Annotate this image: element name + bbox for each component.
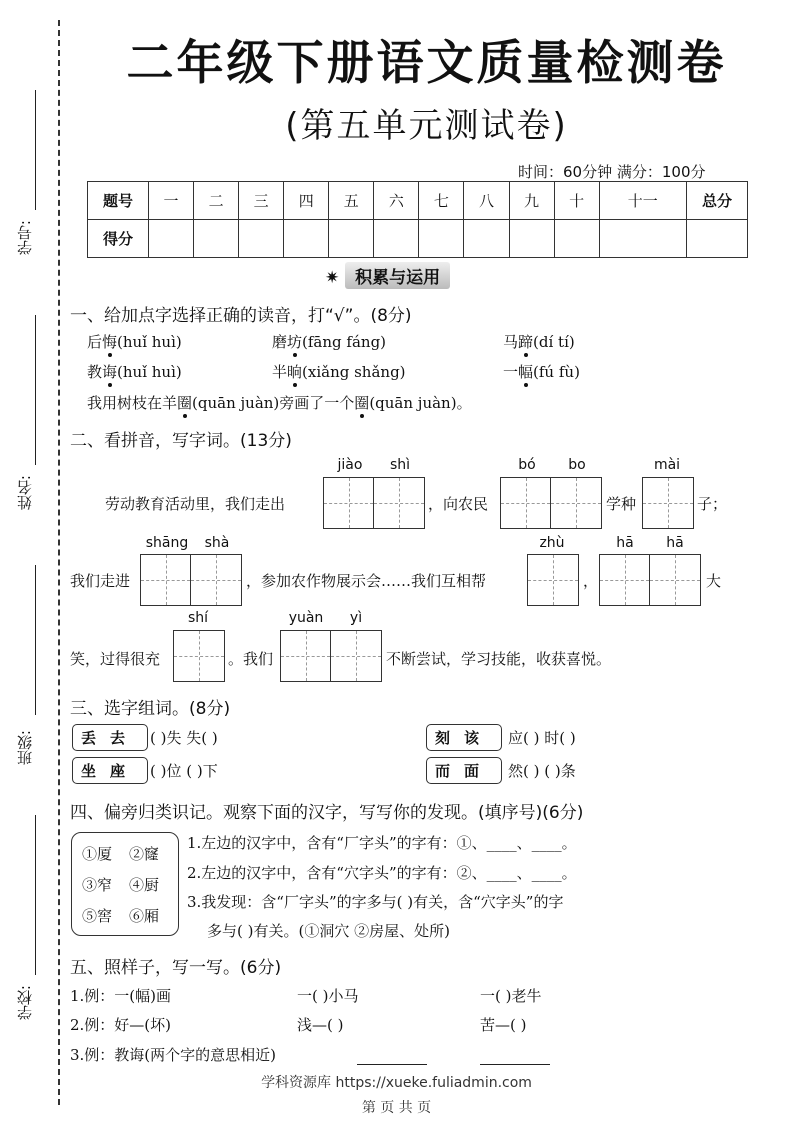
q5-blank[interactable]: 苦—( ) — [480, 1016, 527, 1034]
sun-icon: ✷ — [325, 268, 340, 288]
q1-sentence: 我用树枝在羊圈(quān juàn)旁画了一个圈(quān juàn)。 — [87, 394, 472, 412]
score-table — [87, 181, 748, 258]
binding-dashed-line — [58, 20, 60, 1105]
pinyin: yuàn — [288, 610, 324, 626]
pinyin: shāng — [145, 535, 189, 551]
pinyin: mài — [653, 457, 681, 473]
score-cell[interactable] — [149, 220, 194, 258]
q5-example: 1.例：一(幅)画 — [70, 987, 172, 1005]
time-info: 时间：60分钟 满分：100分 — [518, 163, 706, 181]
char-item: ⑥厢 — [129, 907, 160, 925]
char-item: ③窄 — [82, 876, 113, 894]
score-cell[interactable] — [419, 220, 464, 258]
score-header-cell: 题号 — [88, 182, 149, 220]
score-header-cell: 二 — [194, 182, 239, 220]
name-label: 姓名: — [16, 475, 34, 511]
q1-item: 半晌(xiǎng shǎng) — [272, 363, 406, 381]
q2-text: ， — [583, 572, 599, 590]
answer-underline[interactable] — [357, 1064, 427, 1065]
score-cell[interactable] — [194, 220, 239, 258]
pinyin: shí — [187, 610, 209, 626]
section-banner-text: 积累与运用 — [345, 262, 450, 289]
pinyin: bó — [518, 457, 536, 473]
score-cell[interactable] — [239, 220, 284, 258]
score-header-cell: 六 — [374, 182, 419, 220]
pinyin: shì — [389, 457, 411, 473]
q1-item: 教诲(huǐ huì) — [87, 363, 182, 381]
char-item: ②窿 — [129, 845, 160, 863]
q2-text: 不断尝试，学习技能，收获喜悦。 — [386, 650, 612, 668]
q4-line: 2.左边的汉字中，含有“穴字头”的字有：②、____、____。 — [187, 864, 577, 882]
char-item: ④厨 — [129, 876, 160, 894]
q5-example: 3.例：教诲(两个字的意思相近) — [70, 1046, 277, 1064]
class-line — [35, 565, 36, 715]
score-row-label: 得分 — [88, 220, 149, 258]
score-cell[interactable] — [464, 220, 509, 258]
q5-blank[interactable]: 一( )小马 — [297, 987, 359, 1005]
char-item: ①厦 — [82, 845, 113, 863]
q4-title: 四、偏旁归类识记。观察下面的汉字，写写你的发现。(填序号)(6分) — [70, 803, 584, 823]
q2-text: 子； — [697, 495, 728, 513]
name-line — [35, 315, 36, 465]
q1-item: 一幅(fú fù) — [503, 363, 580, 381]
q2-text: ，向农民 — [428, 495, 489, 513]
page-number: 第 页 共 页 — [361, 1100, 432, 1116]
writing-grid[interactable] — [140, 554, 242, 606]
page-subtitle: (第五单元测试卷) — [285, 106, 568, 146]
score-cell[interactable] — [687, 220, 748, 258]
q1-item: 后悔(huǐ huì) — [87, 333, 182, 351]
writing-grid[interactable] — [500, 477, 602, 529]
q3-line: ( )位 ( )下 — [150, 762, 218, 780]
score-cell[interactable] — [374, 220, 419, 258]
score-header-row — [88, 182, 748, 220]
char-tag: 坐座 — [72, 757, 148, 784]
pinyin: yì — [349, 610, 363, 626]
writing-grid[interactable] — [527, 554, 579, 606]
q1-item: 马蹄(dí tí) — [503, 333, 575, 351]
char-box — [71, 832, 179, 936]
section-banner — [325, 262, 450, 289]
writing-grid[interactable] — [599, 554, 701, 606]
student-id-line — [35, 90, 36, 210]
q2-text: 大 — [706, 572, 722, 590]
source-watermark: 学科资源库 https://xueke.fuliadmin.com — [261, 1075, 532, 1091]
q1-item: 磨坊(fāng fáng) — [272, 333, 387, 351]
class-label: 班级: — [16, 730, 34, 766]
q4-line: 3.我发现：含“厂字头”的字多与( )有关，含“穴字头”的字 — [187, 893, 564, 911]
school-label: 学校: — [16, 985, 34, 1021]
pinyin: jiào — [337, 457, 363, 473]
q3-line: 然( ) ( )条 — [508, 762, 576, 780]
score-header-cell: 一 — [149, 182, 194, 220]
q5-blank[interactable]: 一( )老牛 — [480, 987, 542, 1005]
score-cell[interactable] — [284, 220, 329, 258]
q2-text: 。我们 — [228, 650, 274, 668]
q3-line: ( )失 失( ) — [150, 729, 218, 747]
score-header-cell: 四 — [284, 182, 329, 220]
score-header-cell: 十一 — [599, 182, 686, 220]
score-cell[interactable] — [554, 220, 599, 258]
q2-text: ，参加农作物展示会……我们互相帮 — [246, 572, 487, 590]
score-cell[interactable] — [599, 220, 686, 258]
score-header-cell: 七 — [419, 182, 464, 220]
q2-text: 劳动教育活动里，我们走出 — [105, 495, 286, 513]
q5-blank[interactable]: 浅—( ) — [297, 1016, 344, 1034]
page-title: 二年级下册语文质量检测卷 — [126, 36, 727, 91]
score-header-cell: 八 — [464, 182, 509, 220]
q2-text: 学种 — [606, 495, 637, 513]
pinyin: hā — [666, 535, 684, 551]
score-value-row — [88, 220, 748, 258]
q2-title: 二、看拼音，写字词。(13分) — [70, 431, 292, 451]
q2-text: 我们走进 — [70, 572, 131, 590]
q3-title: 三、选字组词。(8分) — [70, 699, 231, 719]
q4-line: 1.左边的汉字中，含有“厂字头”的字有：①、____、____。 — [187, 834, 577, 852]
score-header-cell: 五 — [329, 182, 374, 220]
q5-example: 2.例：好—(坏) — [70, 1016, 172, 1034]
score-header-cell: 总分 — [687, 182, 748, 220]
score-cell[interactable] — [329, 220, 374, 258]
pinyin: zhù — [539, 535, 565, 551]
q5-title: 五、照样子，写一写。(6分) — [70, 958, 282, 978]
pinyin: shà — [204, 535, 230, 551]
answer-underline[interactable] — [480, 1064, 550, 1065]
student-id-label: 学号: — [16, 220, 34, 256]
pinyin: hā — [616, 535, 634, 551]
q2-text: 笑，过得很充 — [70, 650, 161, 668]
q3-line: 应( ) 时( ) — [508, 729, 576, 747]
writing-grid[interactable] — [173, 630, 225, 682]
writing-grid[interactable] — [280, 630, 382, 682]
pinyin: bo — [568, 457, 586, 473]
score-header-cell: 十 — [554, 182, 599, 220]
score-header-cell: 三 — [239, 182, 284, 220]
q1-title: 一、给加点字选择正确的读音，打“√”。(8分) — [70, 306, 412, 326]
score-cell[interactable] — [509, 220, 554, 258]
char-item: ⑤窖 — [82, 907, 113, 925]
writing-grid[interactable] — [642, 477, 694, 529]
q4-line: 多与( )有关。(①洞穴 ②房屋、处所) — [207, 922, 450, 940]
writing-grid[interactable] — [323, 477, 425, 529]
char-tag: 而面 — [426, 757, 502, 784]
char-tag: 丢去 — [72, 724, 148, 751]
char-tag: 刻该 — [426, 724, 502, 751]
school-line — [35, 815, 36, 975]
score-header-cell: 九 — [509, 182, 554, 220]
